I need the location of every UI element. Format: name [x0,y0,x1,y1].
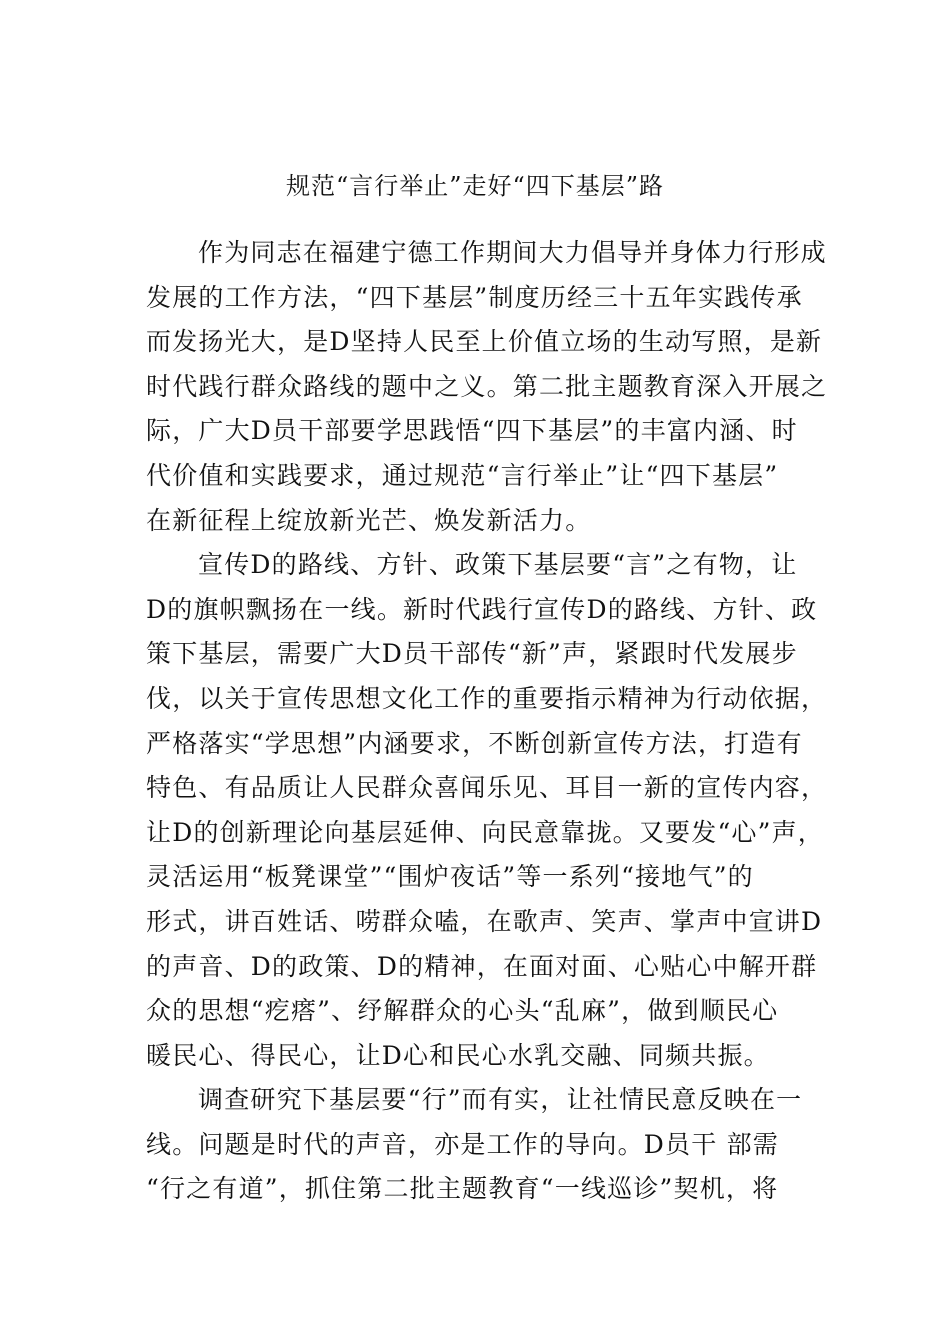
paragraph-line: 伐，以关于宣传思想文化工作的重要指示精神为行动依据， [146,683,828,713]
paragraph-line: “行之有道”，抓住第二批主题教育“一线巡诊”契机，将 [146,1174,779,1204]
paragraph-line: 线。问题是时代的声音，亦是工作的导向。D员干 部需 [146,1129,779,1159]
paragraph-line: D的旗帜飘扬在一线。新时代践行宣传D的路线、方针、政 [146,594,818,624]
paragraph-1 [146,231,828,543]
paragraph-line: 宣传D的路线、方针、政策下基层要“言”之有物，让 [198,550,798,580]
paragraph-line: 暖民心、得民心，让D心和民心水乳交融、同频共振。 [146,1040,770,1070]
paragraph-line: 让D的创新理论向基层延伸、向民意靠拢。又要发“心”声， [146,817,825,847]
paragraph-line: 作为同志在福建宁德工作期间大力倡导并身体力行形成 [198,238,827,267]
paragraph-2 [146,543,828,1078]
paragraph-line: 严格落实“学思想”内涵要求，不断创新宣传方法，打造有 [146,728,803,758]
paragraph-line: 际，广大D员干部要学思践悟“四下基层”的丰富内涵、时 [146,416,798,446]
paragraph-line: 策下基层，需要广大D员干部传“新”声，紧跟时代发展步 [146,639,798,669]
paragraph-line: 众的思想“疙瘩”、纾解群众的心头“乱麻”，做到顺民心 [146,996,779,1026]
paragraph-line: 形式，讲百姓话、唠群众嗑，在歌声、笑声、掌声中宣讲D [146,906,823,936]
paragraph-line: 而发扬光大，是D坚持人民至上价值立场的生动写照，是新 [146,327,823,357]
paragraph-line: 的声音、D的政策、D的精神，在面对面、心贴心中解开群 [146,951,818,981]
paragraph-line: 在新征程上绽放新光芒、焕发新活力。 [146,505,592,535]
paragraph-line: 时代践行群众路线的题中之义。第二批主题教育深入开展之 [146,371,828,401]
document-title: 规范“言行举止”走好“四下基层”路 [285,172,665,200]
paragraph-line: 调查研究下基层要“行”而有实，让社情民意反映在一 [198,1085,803,1115]
paragraph-line: 灵活运用“板凳课堂”“围炉夜话”等一系列“接地气”的 [146,862,754,892]
paragraph-line: 特色、有品质让人民群众喜闻乐见、耳目一新的宣传内容， [146,773,828,803]
paragraph-line: 发展的工作方法，“四下基层”制度历经三十五年实践传承 [146,282,803,312]
paragraph-3 [146,1078,816,1212]
paragraph-line: 代价值和实践要求，通过规范“言行举止”让“四下基层” [146,460,779,490]
document-body [146,231,828,1212]
